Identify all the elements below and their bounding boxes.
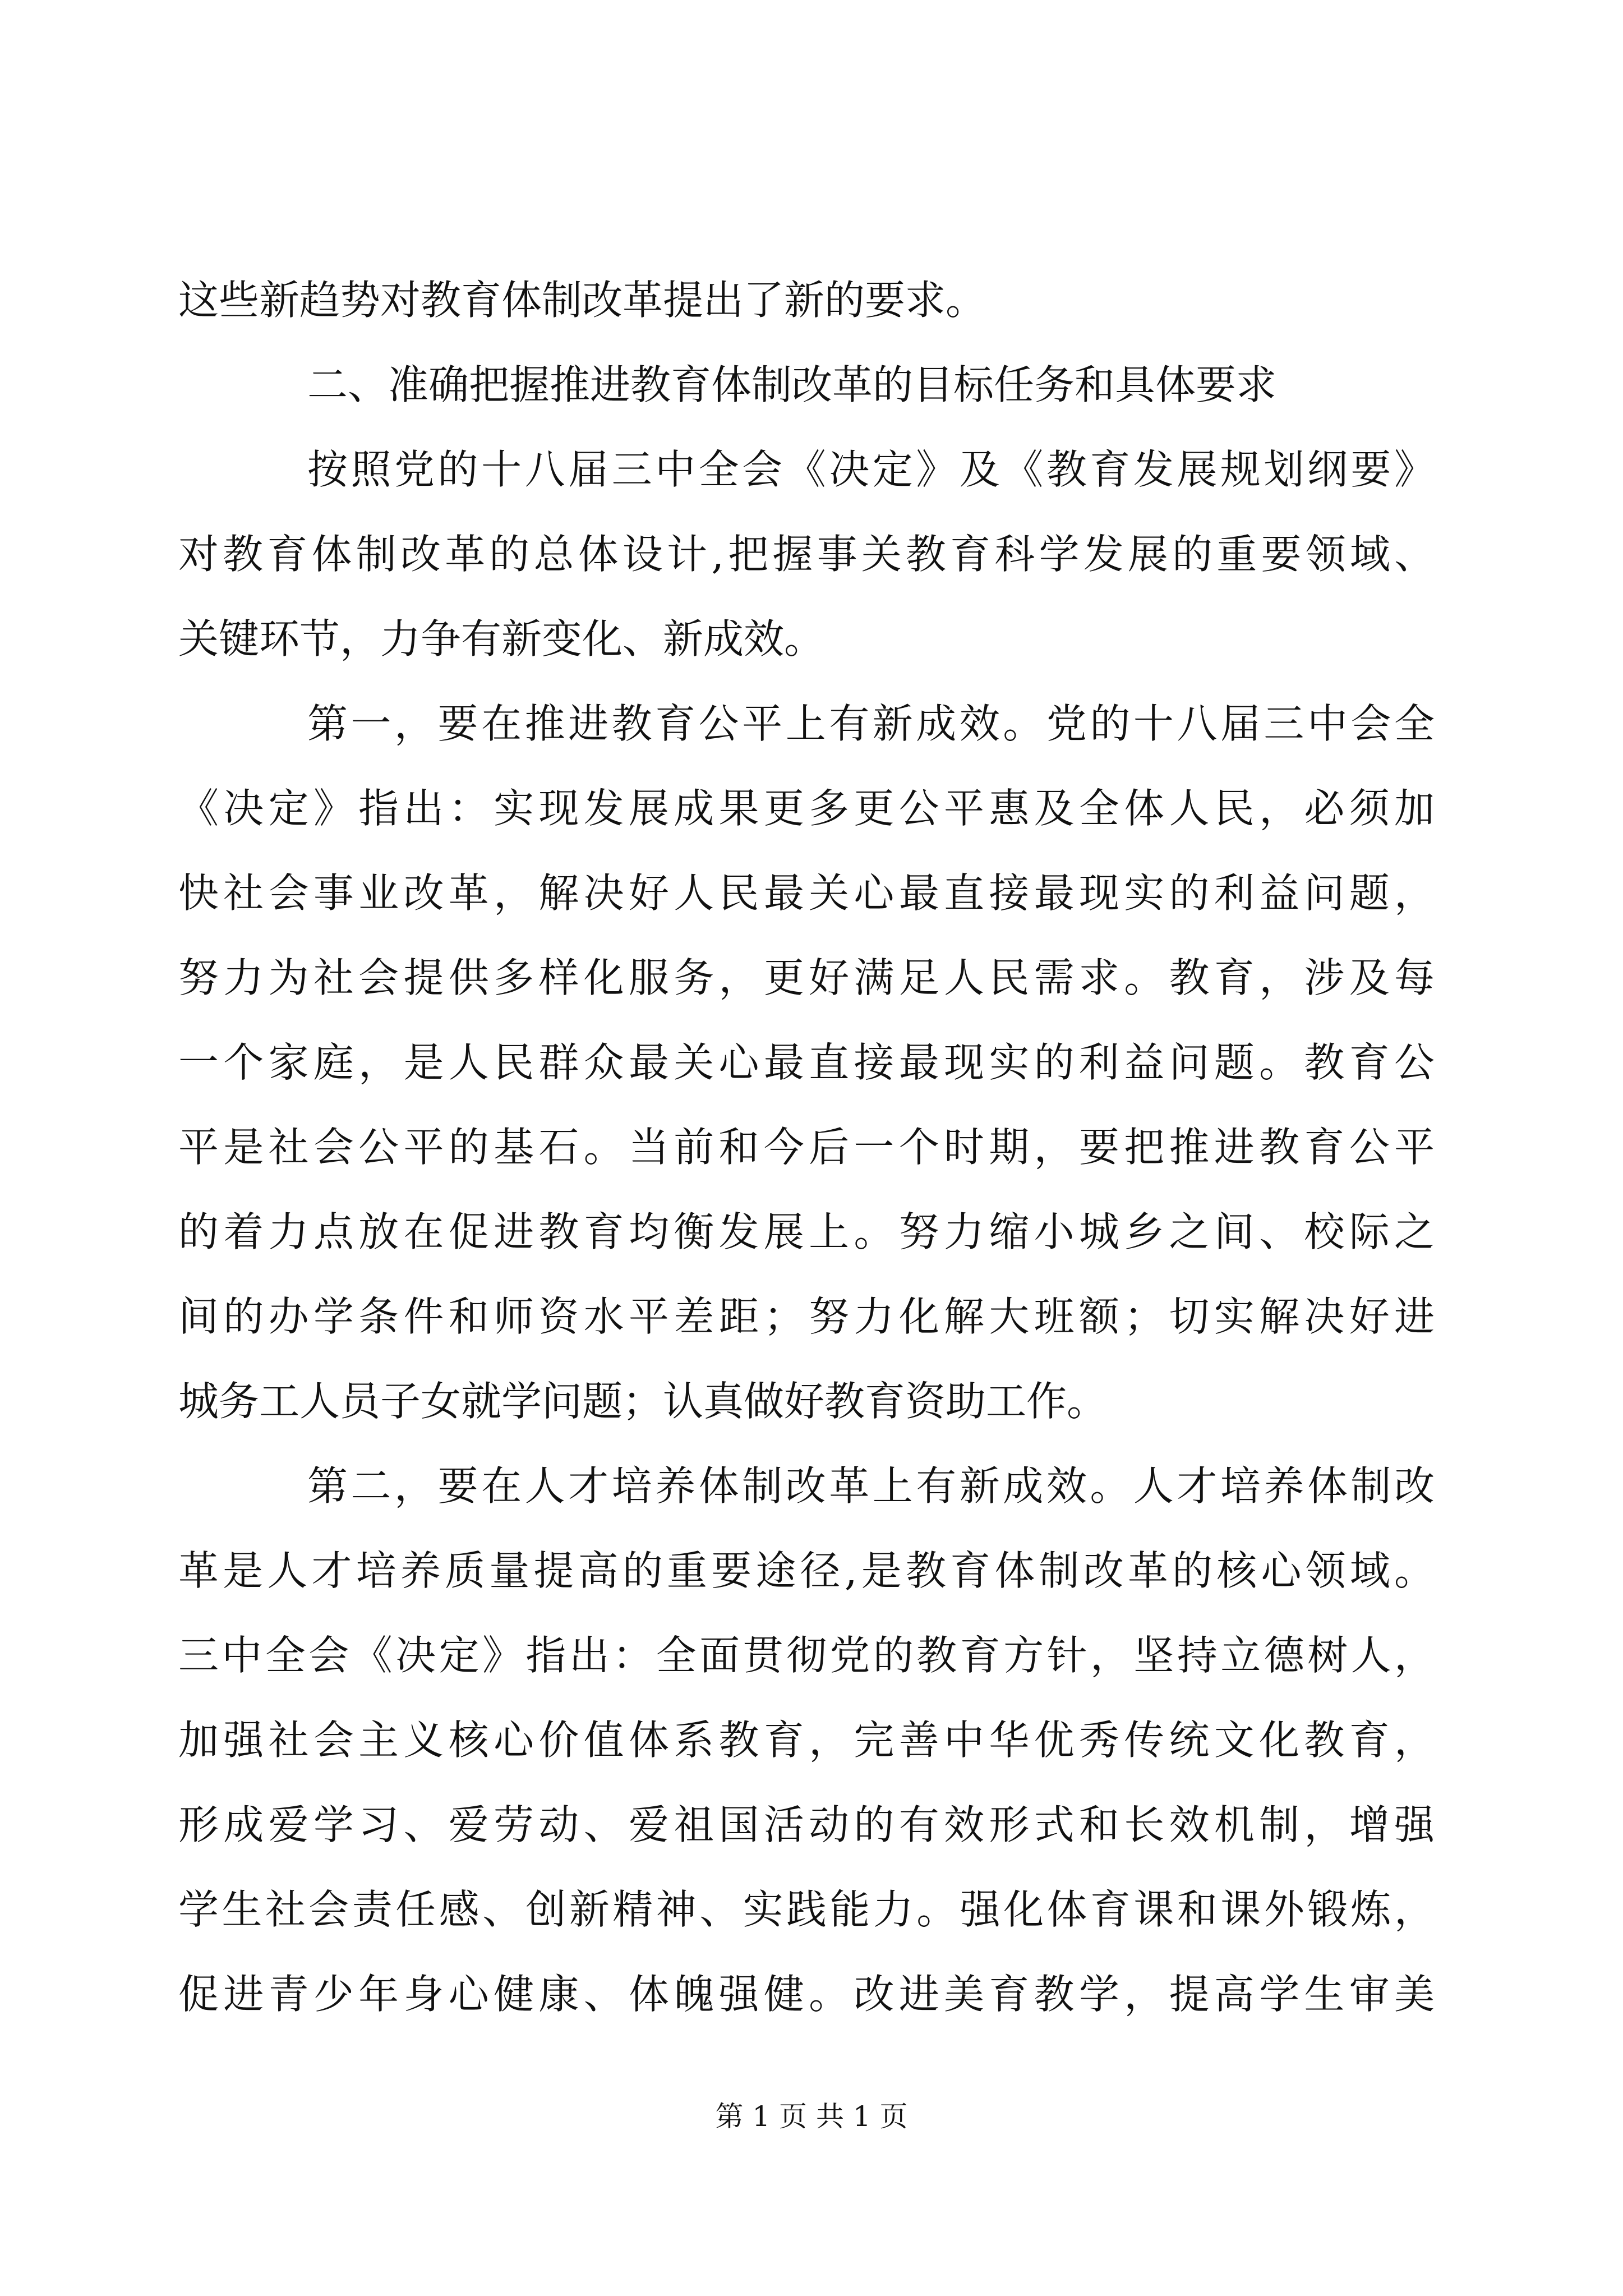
page-number: 第 1 页 共 1 页 [715,2100,908,2133]
text-line: 革是人才培养质量提高的重要途径,是教育体制改革的核心领域。 [178,1547,1435,1594]
text-line: 三中全会《决定》指出：全面贯彻党的教育方针，坚持立德树人， [178,1632,1435,1679]
text-line: 第一，要在推进教育公平上有新成效。党的十八届三中会全 [307,700,1435,747]
text-line: 对教育体制改革的总体设计,把握事关教育科学发展的重要领域、 [178,531,1435,578]
text-line: 促进青少年身心健康、体魄强健。改进美育教学，提高学生审美 [178,1971,1435,2018]
section-heading: 二、准确把握推进教育体制改革的目标任务和具体要求 [307,361,1277,408]
text-line: 城务工人员子女就学问题；认真做好教育资助工作。 [178,1378,1108,1425]
text-line: 快社会事业改革，解决好人民最关心最直接最现实的利益问题， [178,869,1435,917]
text-line: 平是社会公平的基石。当前和今后一个时期，要把推进教育公平 [178,1124,1435,1171]
text-line: 努力为社会提供多样化服务，更好满足人民需求。教育，涉及每 [178,954,1435,1001]
text-line: 加强社会主义核心价值体系教育，完善中华优秀传统文化教育， [178,1717,1435,1764]
text-line: 学生社会责任感、创新精神、实践能力。强化体育课和课外锻炼， [178,1886,1435,1933]
text-line: 形成爱学习、爱劳动、爱祖国活动的有效形式和长效机制，增强 [178,1801,1435,1848]
text-line: 第二，要在人才培养体制改革上有新成效。人才培养体制改 [307,1462,1435,1510]
text-line: 关键环节，力争有新变化、新成效。 [178,615,825,662]
text-line: 间的办学条件和师资水平差距；努力化解大班额；切实解决好进 [178,1293,1435,1340]
text-line: 的着力点放在促进教育均衡发展上。努力缩小城乡之间、校际之 [178,1208,1435,1255]
text-line: 这些新趋势对教育体制改革提出了新的要求。 [178,277,986,324]
text-line: 《决定》指出：实现发展成果更多更公平惠及全体人民，必须加 [178,785,1435,832]
text-line: 按照党的十八届三中全会《决定》及《教育发展规划纲要》 [307,446,1435,493]
document-body [178,258,1435,2037]
text-line: 一个家庭，是人民群众最关心最直接最现实的利益问题。教育公 [178,1039,1435,1086]
